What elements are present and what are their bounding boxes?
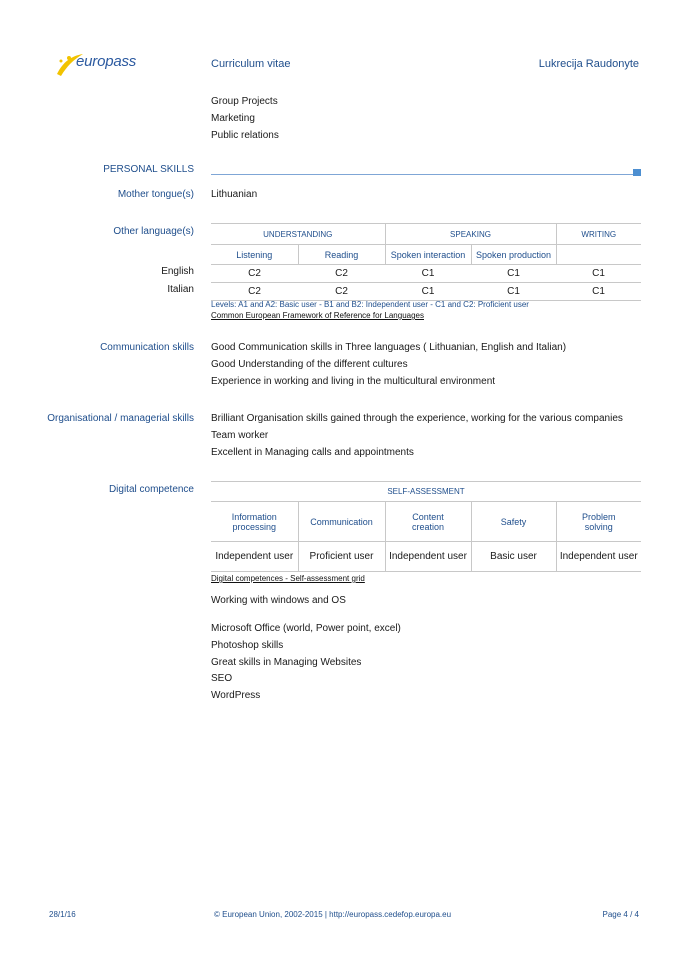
framework-link[interactable]: Common European Framework of Reference for Languages	[211, 311, 424, 320]
organisational-line-2: Team worker	[211, 430, 269, 441]
value-problem-solving: Independent user	[556, 542, 641, 572]
digital-line-1: Microsoft Office (world, Power point, excel)	[211, 623, 401, 634]
cell-value: C1	[471, 265, 556, 283]
category-safety: Safety	[471, 502, 556, 542]
organisational-label: Organisational / managerial skills	[47, 413, 194, 424]
value-safety: Basic user	[471, 542, 556, 572]
subheader-spoken-interaction: Spoken interaction	[385, 245, 471, 265]
cell-value: C1	[556, 265, 641, 283]
subheader-spoken-production: Spoken production	[471, 245, 556, 265]
communication-line-1: Good Communication skills in Three languages ( Lithuanian, English and Italian)	[211, 342, 567, 353]
footer-page: Page 4 / 4	[602, 910, 639, 919]
header-understanding: UNDERSTANDING	[211, 224, 385, 245]
self-assessment-header: SELF-ASSESSMENT	[211, 482, 641, 502]
digital-line-2: Photoshop skills	[211, 640, 284, 651]
europass-logo	[47, 48, 142, 80]
cell-value: C2	[211, 265, 298, 283]
language-table	[211, 223, 641, 301]
digital-grid-link[interactable]: Digital competences - Self-assessment grid	[211, 574, 365, 583]
communication-label: Communication skills	[100, 342, 194, 353]
levels-note: Levels: A1 and A2: Basic user - B1 and B2: Independent user - C1 and C2: Proficient user	[211, 300, 529, 309]
cell-value: C2	[298, 283, 385, 301]
logo-text: europass	[76, 53, 137, 70]
digital-line-3: Great skills in Managing Websites	[211, 657, 362, 668]
digital-line-4: SEO	[211, 673, 233, 684]
section-rule	[211, 174, 633, 175]
digital-extra-line: Working with windows and OS	[211, 595, 346, 606]
digital-line-5: WordPress	[211, 690, 261, 701]
organisational-line-1: Brilliant Organisation skills gained through the experience, working for the various companies	[211, 413, 623, 424]
communication-line-2: Good Understanding of the different cultures	[211, 359, 408, 370]
personal-skills-heading: PERSONAL SKILLS	[103, 164, 194, 175]
top-line-3: Public relations	[211, 130, 279, 141]
mother-tongue-label: Mother tongue(s)	[117, 189, 194, 200]
footer-date: 28/1/16	[49, 910, 76, 919]
value-content-creation: Independent user	[385, 542, 471, 572]
communication-line-3: Experience in working and living in the multicultural environment	[211, 376, 496, 387]
digital-competence-label: Digital competence	[108, 484, 194, 495]
cell-value: C1	[471, 283, 556, 301]
table-row	[211, 283, 641, 301]
top-line-2: Marketing	[211, 113, 255, 124]
cell-value: C1	[556, 283, 641, 301]
subheader-reading: Reading	[298, 245, 385, 265]
other-languages-label: Other language(s)	[113, 226, 194, 237]
header-writing: WRITING	[556, 224, 641, 245]
digital-table	[211, 481, 641, 572]
category-communication: Communication	[298, 502, 385, 542]
category-problem-solving: Problem solving	[556, 502, 641, 542]
subheader-writing-empty	[556, 245, 641, 265]
language-italian: Italian	[167, 284, 194, 295]
value-information-processing: Independent user	[211, 542, 298, 572]
cv-title: Curriculum vitae	[211, 58, 291, 70]
cell-value: C2	[211, 283, 298, 301]
category-content-creation: Content creation	[385, 502, 471, 542]
organisational-line-3: Excellent in Managing calls and appointments	[211, 447, 414, 458]
cell-value: C1	[385, 283, 471, 301]
cell-value: C1	[385, 265, 471, 283]
mother-tongue-value: Lithuanian	[211, 189, 258, 200]
category-information-processing: Information processing	[211, 502, 298, 542]
header-speaking: SPEAKING	[385, 224, 556, 245]
person-name: Lukrecija Raudonyte	[538, 58, 639, 70]
section-rule-marker	[633, 169, 641, 176]
subheader-listening: Listening	[211, 245, 298, 265]
language-english: English	[161, 266, 194, 277]
footer-copyright: © European Union, 2002-2015 | http://europass.cedefop.europa.eu	[214, 910, 452, 919]
cell-value: C2	[298, 265, 385, 283]
table-row	[211, 265, 641, 283]
value-communication: Proficient user	[298, 542, 385, 572]
top-line-1: Group Projects	[211, 96, 278, 107]
